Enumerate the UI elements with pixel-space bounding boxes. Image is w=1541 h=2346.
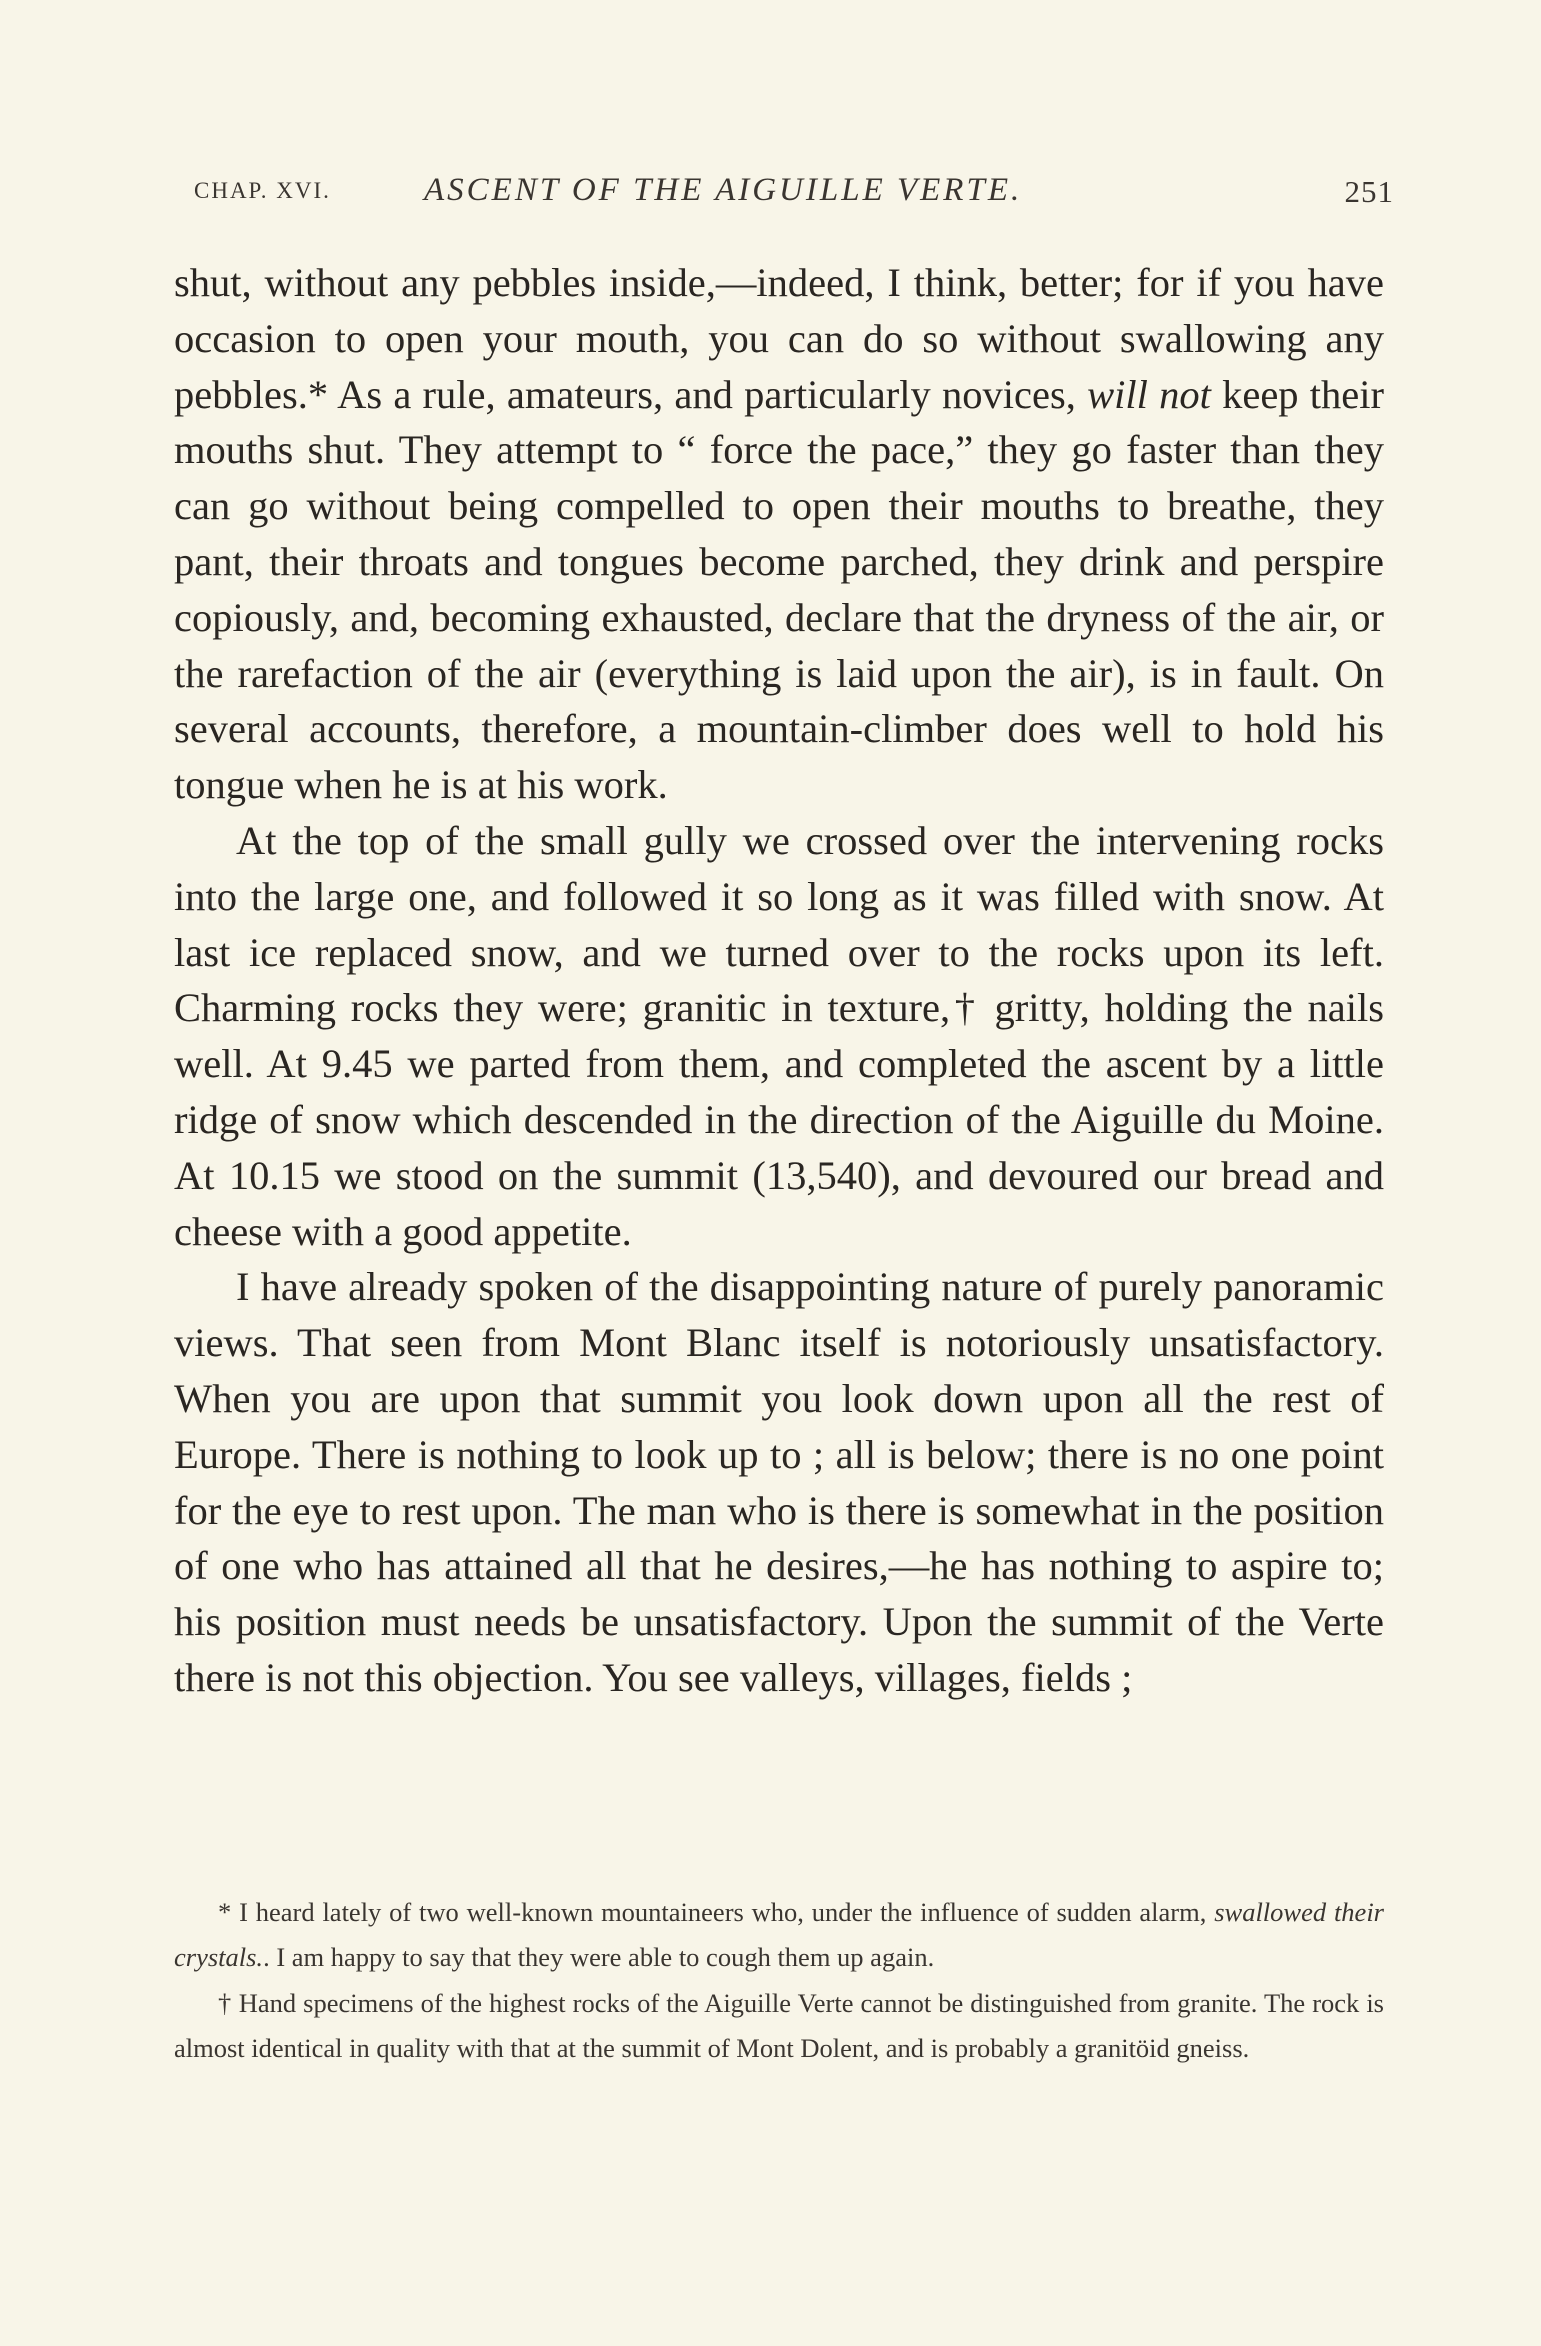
running-title: ASCENT OF THE AIGUILLE VERTE.	[424, 172, 1023, 208]
page-number: 251	[1344, 174, 1394, 209]
footnote-1-part-b: . I am happy to say that they were able to cough them up again.	[263, 1942, 935, 1973]
paragraph-2: At the top of the small gully we crossed over the intervening rocks into the large one, and followed it so long as it was filled with snow. At last ice replaced snow, and we turned over to the rocks upon its left. Charming rocks they were; granitic in texture,† gritty, holding the nails well. At 9.45 we parted from them, and completed the ascent by a little ridge of snow which descended in the direction of the Aiguille du Moine. At 10.15 we stood on the summit (13,540), and devoured our bread and cheese with a good appetite.	[174, 817, 1384, 1254]
footnote-1-emphasis: swallowed their crystals.	[174, 1897, 1384, 1973]
main-text	[174, 255, 1384, 1706]
paragraph-1-part-a: shut, without any pebbles inside,—indeed, I think, better; for if you have occasion to open your mouth, you can do so without swallowing any pebbles.* As a rule, amateurs, and particularly novices,	[174, 260, 1384, 417]
paragraph-1	[174, 255, 1384, 813]
chapter-label: CHAP. XVI.	[194, 178, 331, 203]
paragraph-1-part-b: keep their mouths shut. They attempt to “ force the pace,” they go faster than they can go without being compelled to open their mouths to breathe, they pant, their throats and tongues become parched, they drink and perspire copiously, and, becoming exhausted, declare that the dryness of the air, or the rarefaction of the air (everything is laid upon the air), is in fault. On several accounts, therefore, a mountain-climber does well to hold his tongue when he is at his work.	[174, 371, 1384, 808]
footnotes	[174, 1890, 1384, 2072]
footnote-1-part-a: * I heard lately of two well-known mountaineers who, under the influence of sudden alarm,	[218, 1897, 1215, 1927]
footnote-1	[174, 1890, 1384, 1981]
running-header	[194, 172, 1394, 212]
footnote-2: † Hand specimens of the highest rocks of the Aiguille Verte cannot be distinguished from granite. The rock is almost identical in quality with that at the summit of Mont Dolent, and is probably a granitöid gneiss.	[174, 1987, 1384, 2064]
paragraph-3: I have already spoken of the disappointing nature of purely panoramic views. That seen from Mont Blanc itself is notoriously unsatisfactory. When you are upon that summit you look down upon all the rest of Europe. There is nothing to look up to ; all is below; there is no one point for the eye to rest upon. The man who is there is somewhat in the position of one who has attained all that he desires,—he has nothing to aspire to; his position must needs be unsatisfactory. Upon the summit of the Verte there is not this objection. You see valleys, villages, fields ;	[174, 1264, 1384, 1700]
paragraph-1-emphasis: will not	[1087, 371, 1211, 417]
